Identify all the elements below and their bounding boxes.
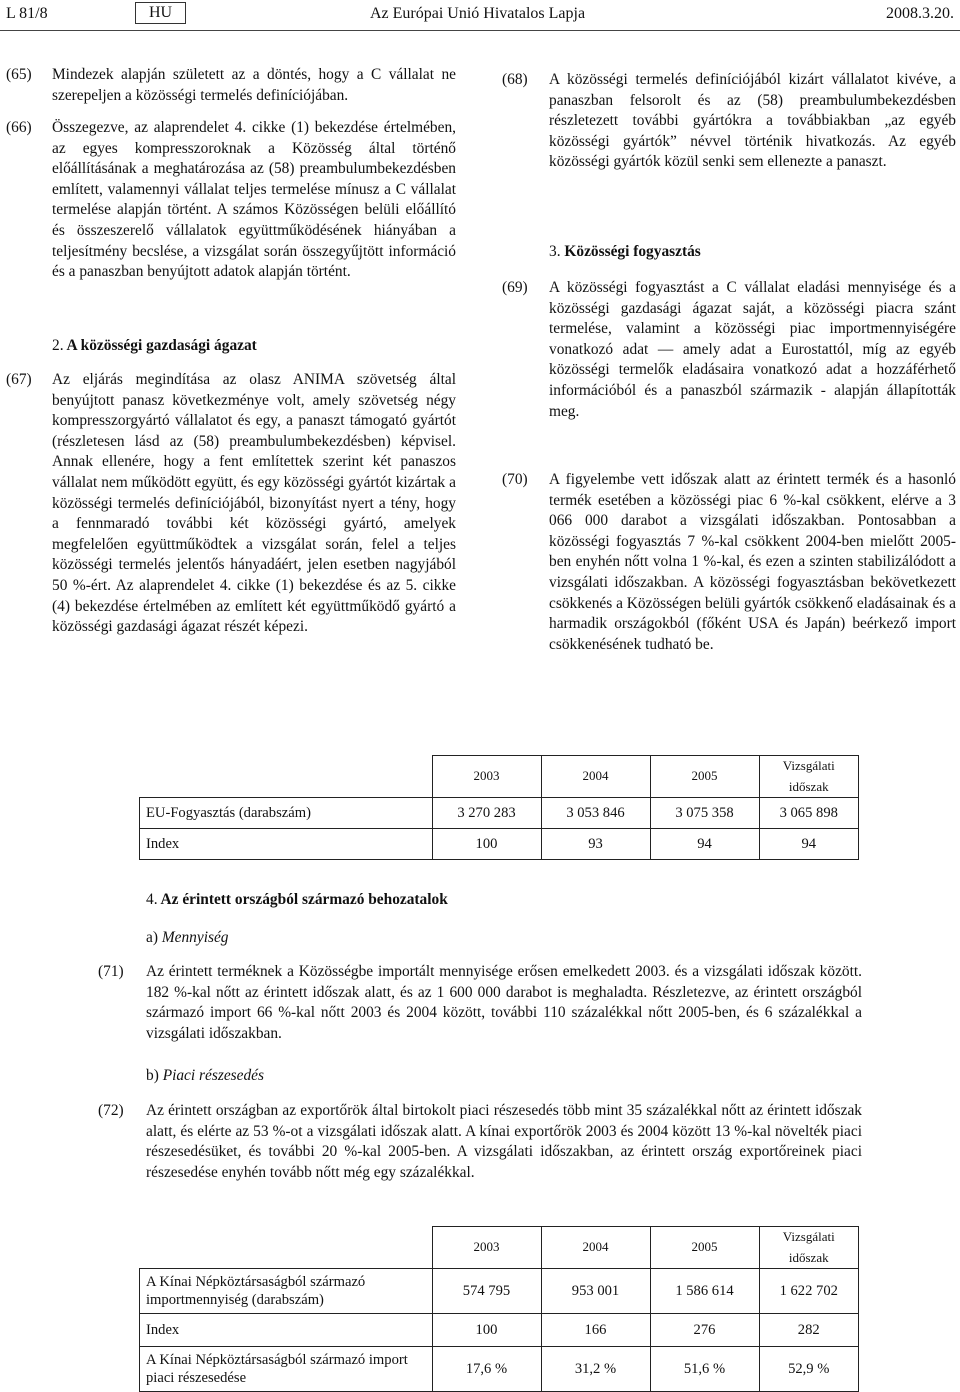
paragraph-number: (71) [98,963,124,980]
table-cell: 94 [650,829,759,860]
section-number: 3. [549,243,561,260]
paragraph-65 [6,65,456,106]
table-header-cell: Vizsgálati időszak [759,1227,859,1269]
section-heading-3 [549,242,701,263]
consumption-table [139,755,859,860]
paragraph-text: Összegezve, az alaprendelet 4. cikke (1) bekezdése értelmében, az egyes kompresszoroknak a Közösség által történő előállításának a meghatározása az (58) preambulumbekezdésben említett, valamennyi vállalat teljes termelése mínusz a C vállalat termelése alapján történt. A számos Közösségen belüli előállító és összeszerelő vállalatok együttműködésének hiányában a teljesítmény becslése, a vizsgálat során összegyűjtött információ és a panaszban benyújtott adatok alapján történt. [52,119,456,281]
table-cell: 31,2 % [541,1347,650,1392]
table-cell: 94 [759,829,859,860]
paragraph-number: (67) [6,371,32,388]
paragraph-number: (70) [502,471,528,488]
table-cell: Index [140,829,433,860]
section-title: Az érintett országból származó behozatalok [160,891,448,908]
publication-date: 2008.3.20. [886,5,954,22]
table-cell: A Kínai Népköztársaságból származó importmennyiség (darabszám) [140,1269,433,1314]
table-header-cell: 2004 [541,1227,650,1269]
paragraph-number: (65) [6,66,32,83]
table-row [140,1269,859,1314]
paragraph-text: Az eljárás megindítása az olasz ANIMA szövetség által benyújtott panasz következménye volt, amely szövetség négy kompresszorgyártó vállalatot és egy, a panaszt támogató gyártót (részletesen lásd az (58) preambulumbekezdésben) képvisel. Annak ellenére, hogy a fent említettek szerint két panaszos vállalat nem működött együtt, és egy közösségi gyártót kizártak a közösségi termelés definíciójából, bizonyítást nyert a tény, hogy a fennmaradó további két közösségi gyártó, amelyek megfelelően együttműködtek a vizsgálat során, felel a teljes közösségi termelés jelentős hányadáért, jelen esetben nagyjából 50 %-ért. Az alaprendelet 4. cikke (1) bekezdése és az 5. cikke (4) bekezdése értelmében az említett két együttműködő gyártó a közösségi gazdasági ágazat részét képezi. [52,371,456,636]
paragraph-text: A közösségi termelés definíciójából kizárt vállalatot kivéve, a panaszban felsorolt és az (58) preambulumbekezdésben részletezett további gyártókra a továbbiakban „az egyéb közösségi gyártók” névvel történik hivatkozás. Az egyéb közösségi gyártók közül senki sem ellenezte a panaszt. [549,71,956,171]
subsection-letter: b) [146,1067,159,1084]
section-number: 2. [52,337,64,354]
section-heading-2 [52,336,257,357]
table-cell: 1 622 702 [759,1269,859,1314]
paragraph-69 [502,278,956,422]
journal-title: Az Európai Unió Hivatalos Lapja [370,5,586,22]
paragraph-number: (68) [502,71,528,88]
paragraph-71 [98,962,862,1044]
table-cell: EU-Fogyasztás (darabszám) [140,798,433,829]
paragraph-text: Mindezek alapján született az a döntés, hogy a C vállalat ne szerepeljen a közösségi termelés definíciójában. [52,66,456,104]
paragraph-text: A közösségi fogyasztást a C vállalat eladási mennyisége és a közösségi gazdasági ágazat saját, a közösségi piacra szánt termelése, valamint a közösségi piac importmennyiségére vonatkozó adat — amely adat a Eurostattól, míg az egyéb közösségi termelők eladásaira vonatkozó adat a hozzáférhető információból és a panaszból származik - alapján állapították meg. [549,279,956,420]
table-header-cell: 2003 [432,756,541,798]
table-cell: 574 795 [432,1269,541,1314]
table-header-cell [140,1227,433,1269]
table-cell: 3 053 846 [541,798,650,829]
page-number: L 81/8 [6,5,48,22]
table-row [140,1347,859,1392]
paragraph-number: (72) [98,1102,124,1119]
subsection-heading-b [146,1066,264,1087]
table-header-cell: Vizsgálati időszak [759,756,859,798]
table-cell: 51,6 % [650,1347,759,1392]
table-row [140,829,859,860]
table-header-cell: 2005 [650,756,759,798]
table-header-row [140,756,859,798]
table-row [140,798,859,829]
table-row [140,1314,859,1347]
table-cell: 953 001 [541,1269,650,1314]
table-header-cell: 2003 [432,1227,541,1269]
table-cell: 3 075 358 [650,798,759,829]
paragraph-text: Az érintett országban az exportőrök által birtokolt piaci részesedés több mint 35 százalékkal nőtt az érintett időszak alatt, és elérte az 53 %-ot a vizsgálati időszak alatt. A kínai exportőrök 2003 és 2004 között 13 %-kal növelték piaci részesedésüket, és további 20 %-kal 2005-ben. A vizsgálati időszakban, az érintett ország exportőreinek piaci részesedése enyhén tovább nőtt még egy százalékkal. [146,1102,862,1181]
table-cell: 3 065 898 [759,798,859,829]
paragraph-number: (66) [6,119,32,136]
table-header-cell [140,756,433,798]
header-divider [0,30,960,31]
subsection-letter: a) [146,929,158,946]
language-badge: HU [135,2,186,24]
import-table [139,1226,859,1392]
table-cell: 282 [759,1314,859,1347]
subsection-heading-a [146,928,229,949]
table-cell: 93 [541,829,650,860]
subsection-title: Piaci részesedés [162,1067,264,1084]
table-header-cell: 2004 [541,756,650,798]
table-cell: 276 [650,1314,759,1347]
table-cell: A Kínai Népköztársaságból származó import piaci részesedése [140,1347,433,1392]
table-cell: 1 586 614 [650,1269,759,1314]
section-title: A közösségi gazdasági ágazat [66,337,257,354]
table-cell: 166 [541,1314,650,1347]
paragraph-67 [6,370,456,638]
paragraph-text: A figyelembe vett időszak alatt az érintett termék és a hasonló termék esetében a közösségi piac 6 %-kal csökkent, elérve a 3 066 000 darabot a vizsgálati időszakban. Pontosabban a közösségi fogyasztás 7 %-kal csökkent 2004-ben mielőtt 2005-ben enyhén nőtt volna 1 %-kal, és ezen a szinten stabilizálódott a vizsgálati időszakban. A közösségi fogyasztásban bekövetkezett csökkenés a Közösségen belüli gyártók csökkenő eladásainak és a harmadik országokból (főként USA és Japán) beérkező import csökkenésének tudható be. [549,471,956,653]
section-number: 4. [146,891,158,908]
table-header-row [140,1227,859,1269]
table-cell: 3 270 283 [432,798,541,829]
table-cell: 100 [432,1314,541,1347]
paragraph-72 [98,1101,862,1183]
table-cell: 52,9 % [759,1347,859,1392]
table-cell: 100 [432,829,541,860]
paragraph-68 [502,70,956,173]
paragraph-70 [502,470,956,655]
paragraph-number: (69) [502,279,528,296]
table-cell: 17,6 % [432,1347,541,1392]
subsection-title: Mennyiség [161,929,229,946]
section-title: Közösségi fogyasztás [564,243,701,260]
section-heading-4 [146,890,448,911]
table-cell: Index [140,1314,433,1347]
paragraph-66 [6,118,456,283]
table-header-cell: 2005 [650,1227,759,1269]
paragraph-text: Az érintett terméknek a Közösségbe importált mennyisége erősen emelkedett 2003. és a vizsgálati időszak között. 182 %-kal nőtt az érintett időszak alatt, és az 1 600 000 darabot is meghaladta. Részletezve, az érintett országból származó import 66 %-kal nőtt 2003 és 2004 között, további 110 százalékkal nőtt 2005-ben, és 6 százalékkal a vizsgálati időszakban. [146,963,862,1042]
page-header [0,0,960,30]
